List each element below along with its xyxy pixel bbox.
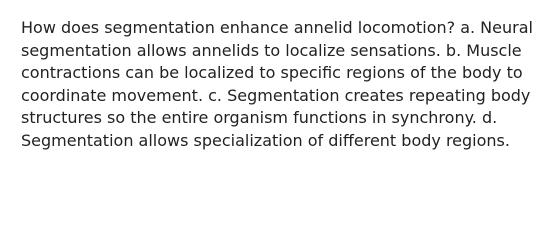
- question-text: How does segmentation enhance annelid locomotion? a. Neural segmentation allows annelids to localize sensations. b. Muscle contractions can be localized to specific regions of the body to coordinate movement. c. Segmentation creates repeating body structures so the entire organism functions in synchrony. d. Segmentation allows specialization of different body regions.: [21, 18, 533, 150]
